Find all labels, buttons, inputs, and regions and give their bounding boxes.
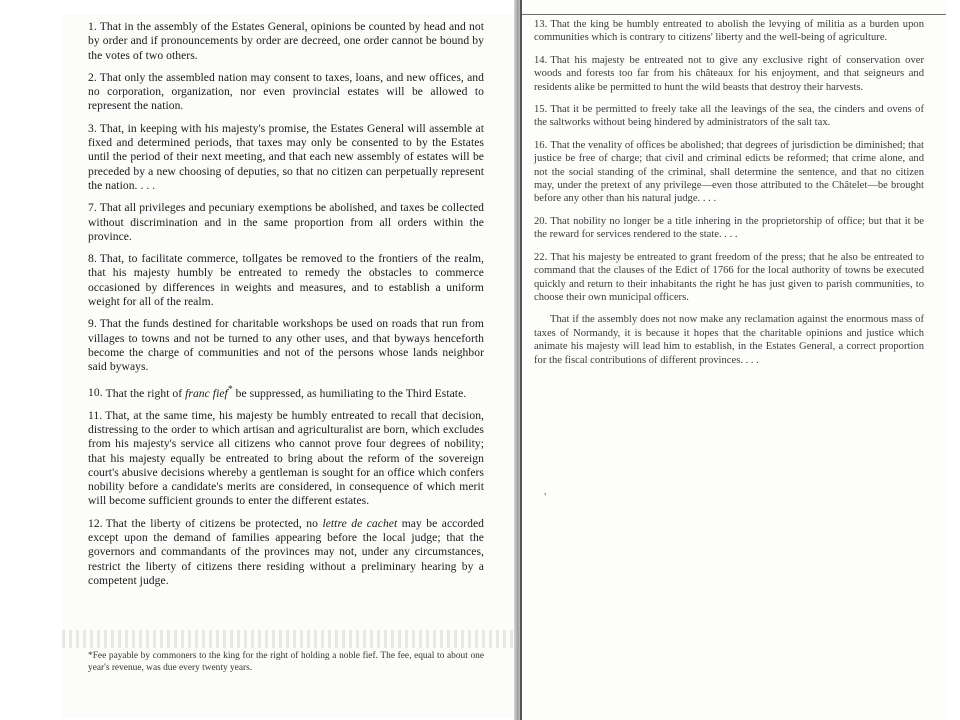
article-number: 14.: [534, 54, 548, 66]
article-text: That, in keeping with his majesty's promise, the Estates General will assemble at fixed and determined periods, that taxes may only be consented to by the Estates until the period of their next meeting, and that each new assembly of estates will be preceded by a new choosing of deputies, so that no citizen can perpetually represent the nation. . . .: [88, 121, 484, 192]
article-16: [534, 139, 924, 206]
right-page-text: [534, 18, 924, 376]
article-text: That, to facilitate commerce, tollgates be removed to the frontiers of the realm, that his majesty humbly be entreated to remedy the obstacles to commerce occasioned by differences in weights and measures, and to establish a uniform weight for all of the realm.: [88, 252, 484, 309]
scan-smudge: [62, 630, 514, 648]
article-15: [534, 103, 924, 130]
article-number: 22.: [534, 251, 548, 263]
article-text: That the right of: [105, 386, 186, 400]
article-number: 11.: [88, 408, 103, 422]
article-14: [534, 54, 924, 94]
article-text: be suppressed, as humiliating to the Third Estate.: [232, 386, 467, 400]
article-text: That the funds destined for charitable workshops be used on roads that run from villages to towns and not be turned to any other uses, and that byways henceforth become the charge of communities and not of the persons whose lands neighbor said byways.: [88, 317, 484, 374]
article-number: 2.: [88, 70, 97, 84]
italic-term: lettre de cachet: [322, 516, 398, 530]
article-number: 10.: [88, 386, 103, 400]
article-12: [88, 517, 484, 588]
page-top-edge: [522, 14, 946, 15]
article-number: 16.: [534, 139, 548, 151]
article-text: That his majesty be entreated to grant freedom of the press; that he also be entreated to command that the clauses of the Edict of 1766 for the local authority of towns be executed quickly and return to their inhabitants the right he has just given to parish communities, to choose their own municipal officers.: [534, 251, 924, 303]
article-text: That nobility no longer be a title inhering in the proprietorship of office; but that it be the reward for services rendered to the state. . . .: [534, 215, 924, 241]
article-22: [534, 251, 924, 305]
article-number: 7.: [88, 201, 97, 215]
article-7: [88, 201, 484, 244]
closing-paragraph: That if the assembly does not now make any reclamation against the enormous mass of taxes of Normandy, it is because it hopes that the charitable opinions and justice which animate his majesty will lead him to establish, in the Estates General, a correct proportion for the fiscal contributions of different provinces. . . .: [534, 314, 924, 366]
article-number: 1.: [88, 20, 97, 33]
article-text: That, at the same time, his majesty be humbly entreated to recall that decision, distressing to the order to which artisan and agriculturalist are born, which excludes from his majesty's service all citizens who cannot prove four degrees of nobility; that his majesty equally be entreated to bring about the reform of the sovereign court's abusive decisions whereby a gentleman is sought for an office which confers nobility before a candidate's merits are considered, in consequence of which merit will become sufficient grounds to enter the different estates.: [88, 408, 484, 508]
article-text: That it be permitted to freely take all the leavings of the sea, the cinders and ovens of the saltworks without being hindered by administrators of the salt tax.: [534, 104, 924, 129]
article-text: That his majesty be entreated not to give any exclusive right of conservation over woods and forests too far from his châteaux for his enjoyment, and that seigneurs and residents alike be permitted to hunt the wild beasts that destroy their harvests.: [534, 54, 924, 93]
footnote: *Fee payable by commoners to the king for the right of holding a noble fief. The fee, equal to about one year's revenue, was due every twenty years.: [88, 651, 484, 673]
article-text: That the liberty of citizens be protected, no: [105, 516, 323, 530]
article-13: [534, 18, 924, 45]
article-text: That all privileges and pecuniary exemptions be abolished, and taxes be collected without discrimination and in the same proportion from all orders within the province.: [88, 201, 484, 243]
article-number: 12.: [88, 516, 103, 530]
scan-speck: ,: [544, 486, 547, 497]
article-10: [88, 383, 484, 401]
left-page: [62, 14, 515, 718]
footnote-marker: *: [227, 383, 233, 395]
article-text: may be accorded except upon the demand of families appearing before the local judge; that the governors and commandants of the provinces may not, under any circumstances, restrict the liberty of citizens there residing without a preliminary hearing by a competent judge.: [88, 516, 484, 587]
article-text: That only the assembled nation may consent to taxes, loans, and new offices, and no corporation, organization, nor even provincial estates will be allowed to represent the nation.: [88, 70, 484, 113]
article-text: That the king be humbly entreated to abolish the levying of militia as a burden upon communities which is contrary to citizens' liberty and the well-being of agriculture.: [534, 19, 924, 44]
article-8: [88, 252, 484, 309]
italic-term: franc fief: [185, 386, 228, 400]
article-1: [88, 20, 484, 63]
article-number: 15.: [534, 104, 548, 116]
article-text: That the venality of offices be abolished; that degrees of jurisdiction be diminished; that justice be free of charge; that civil and criminal edicts be reformed; that crime alone, and not the social standing of the criminal, shall determine the sentence, and that no citizen may, under the pretext of any privilege—even those attributed to the Châtelet—be brought before any other than his natural judge. . . .: [534, 139, 924, 205]
article-number: 9.: [88, 317, 97, 331]
article-3: [88, 122, 484, 193]
article-20: [534, 215, 924, 242]
article-11: [88, 409, 484, 509]
article-9: [88, 317, 484, 374]
article-number: 13.: [534, 19, 548, 30]
left-page-text: [88, 20, 484, 596]
article-number: 8.: [88, 252, 97, 266]
right-page: [520, 0, 946, 720]
article-number: 3.: [88, 121, 97, 135]
article-number: 20.: [534, 215, 548, 227]
article-2: [88, 71, 484, 114]
article-text: That in the assembly of the Estates General, opinions be counted by head and not by order and if pronouncements by order are decreed, one order cannot be bound by the votes of two others.: [88, 20, 484, 62]
